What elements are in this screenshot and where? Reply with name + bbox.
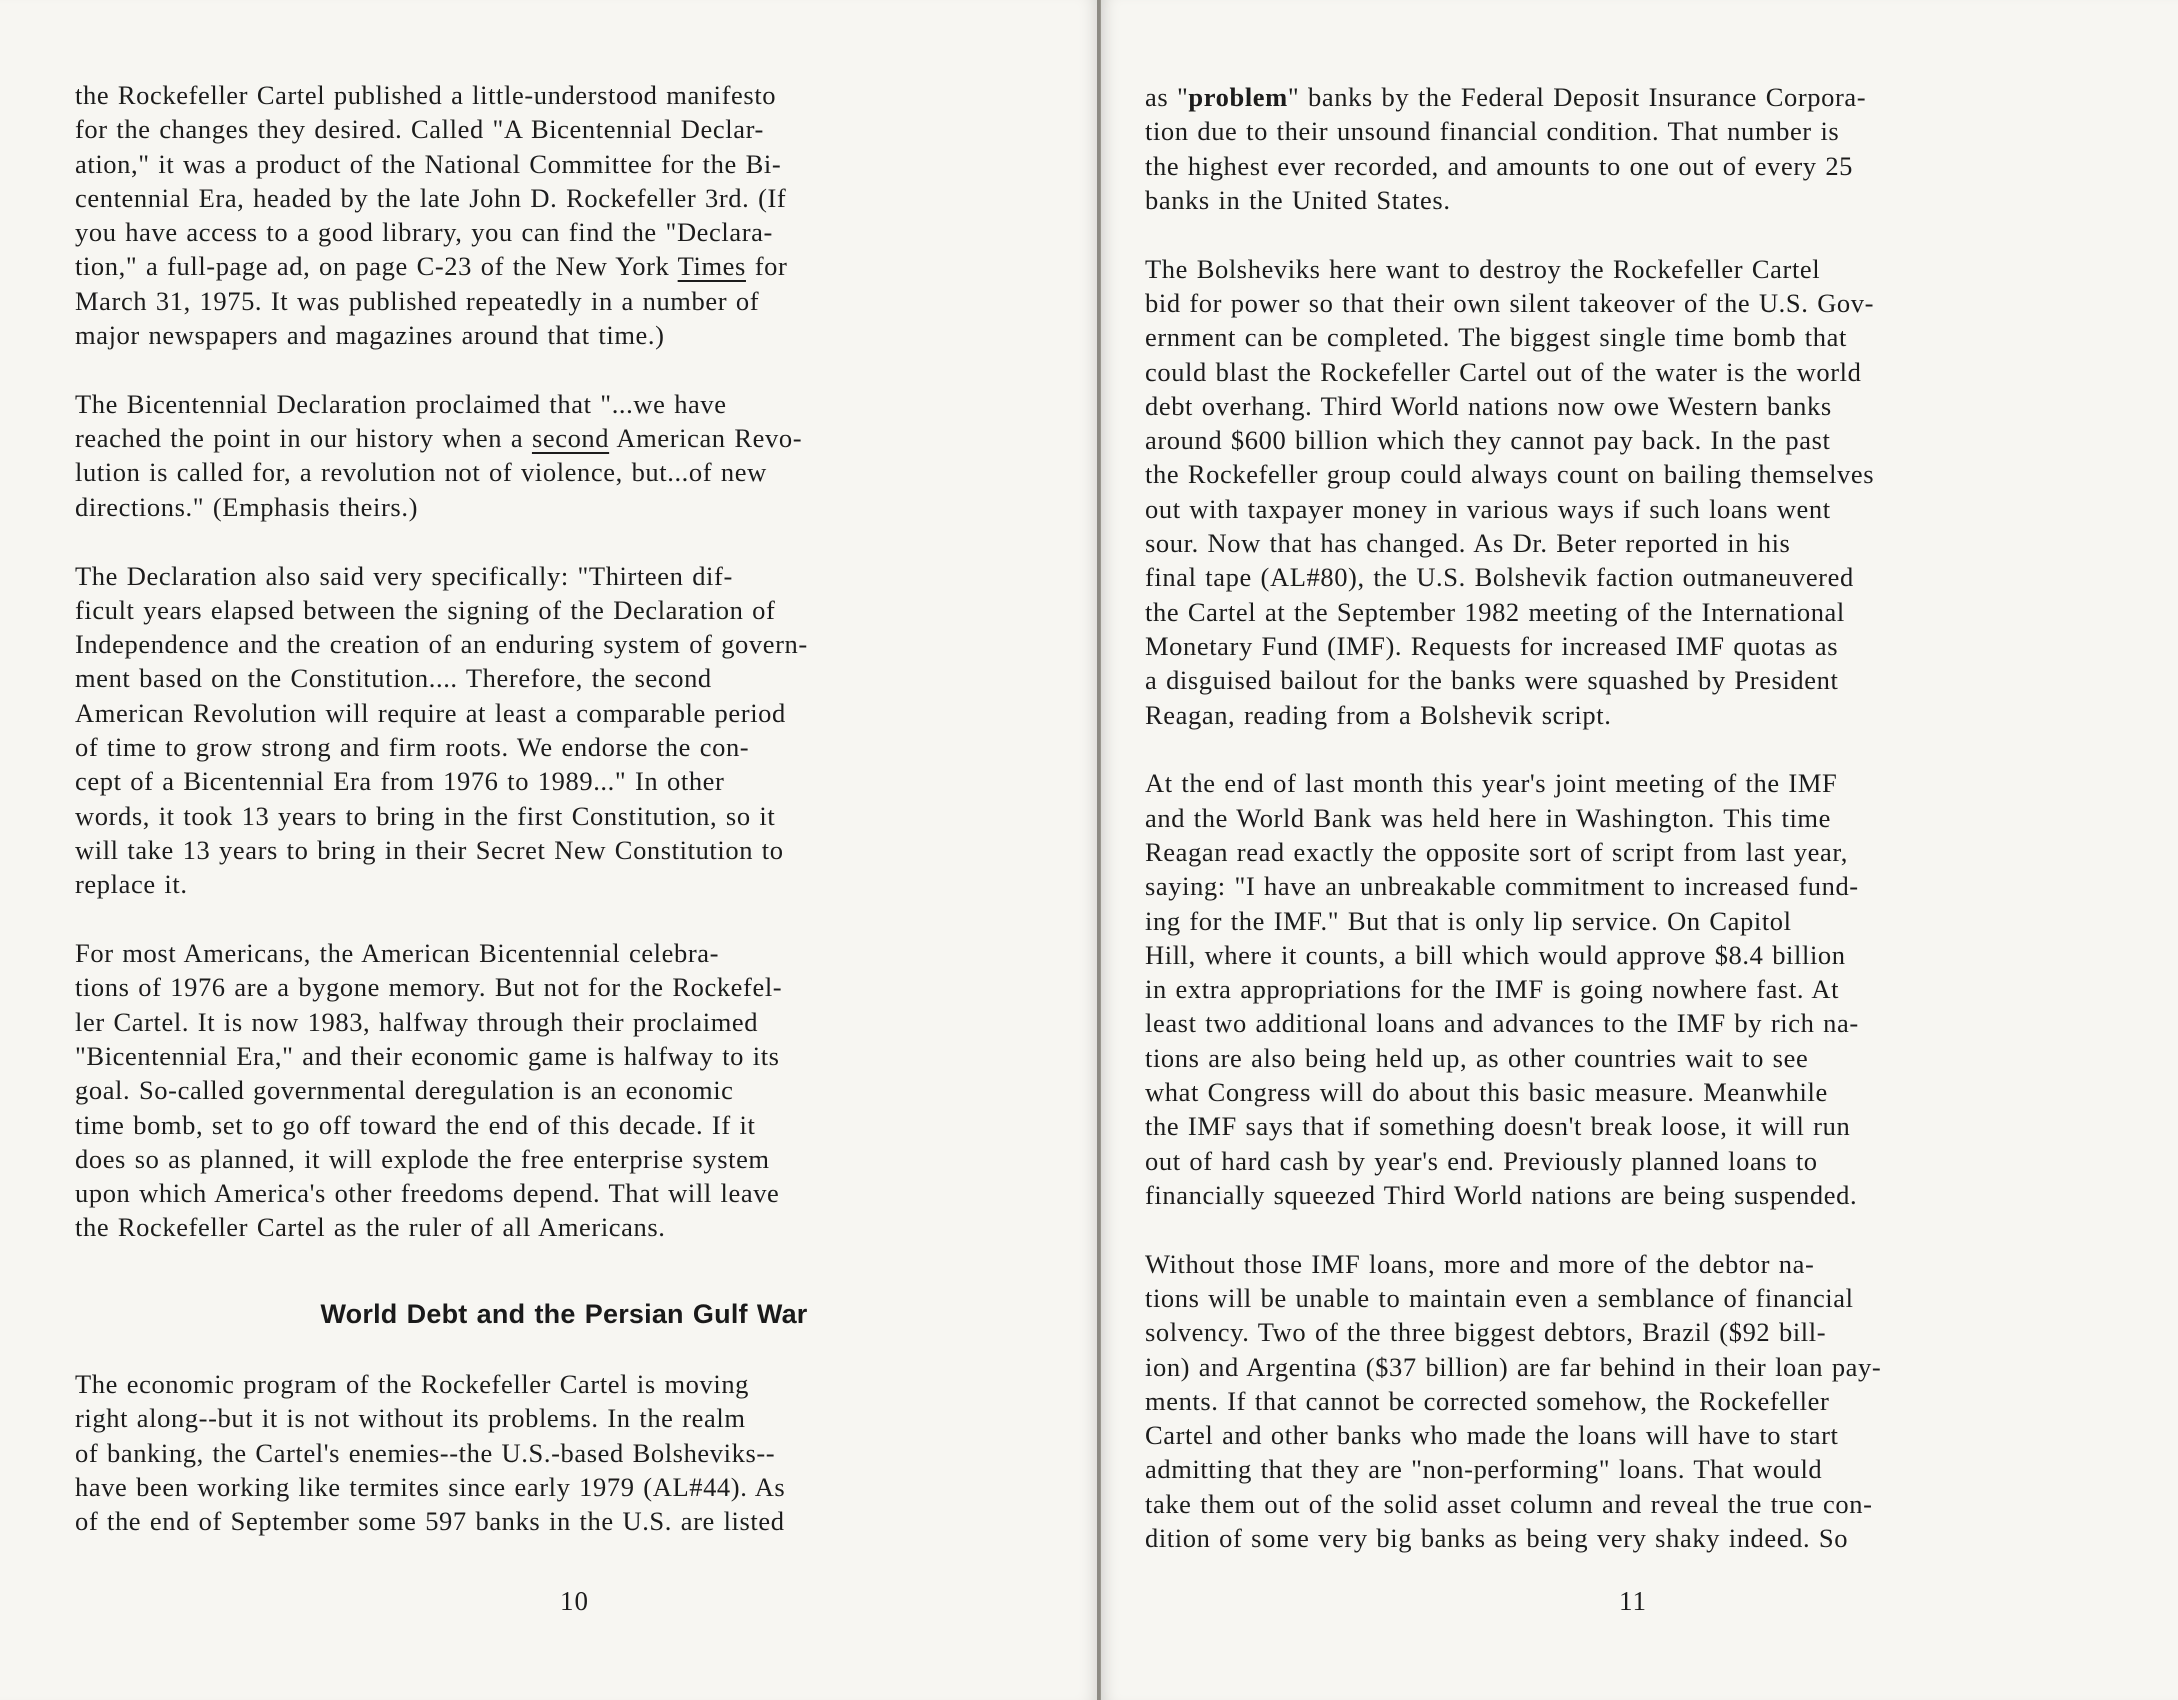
text-line: tions are also being held up, as other countries wait to see xyxy=(1145,1042,1809,1073)
text-line: admitting that they are "non-performing" loans. That would xyxy=(1145,1454,1823,1485)
text-line: saying: "I have an unbreakable commitment to increased fund- xyxy=(1145,871,1859,902)
text-line: and the World Bank was held here in Washington. This time xyxy=(1145,802,1831,833)
paragraph-gap xyxy=(1145,1212,2115,1247)
right-page-text xyxy=(1145,80,2115,1555)
text-line: you have access to a good library, you can find the "Declara- xyxy=(75,217,773,248)
text-line xyxy=(75,249,1035,283)
text-line: the IMF says that if something doesn't break loose, it will run xyxy=(1145,1111,1851,1142)
right-page xyxy=(1100,0,2178,1700)
text-line: The Bolsheviks here want to destroy the Rockefeller Cartel xyxy=(1145,253,1821,284)
text-line: out with taxpayer money in various ways if such loans went xyxy=(1145,493,1831,524)
text-line: The economic program of the Rockefeller Cartel is moving xyxy=(75,1369,750,1399)
bold-problem: problem xyxy=(1188,82,1288,112)
text-line: For most Americans, the American Bicentennial celebra- xyxy=(75,938,720,969)
text-line: the Rockefeller group could always count on bailing themselves xyxy=(1145,459,1875,490)
text-line: ficult years elapsed between the signing of the Declaration of xyxy=(75,594,776,625)
text-line: Reagan read exactly the opposite sort of script from last year, xyxy=(1145,836,1848,867)
text-line: the Cartel at the September 1982 meeting of the International xyxy=(1145,596,1845,627)
text-line: tion due to their unsound financial condition. That number is xyxy=(1145,116,1840,147)
text-run: reached the point in our history when a xyxy=(75,423,532,454)
text-line: ler Cartel. It is now 1983, halfway through their proclaimed xyxy=(75,1006,759,1037)
text-line: in extra appropriations for the IMF is going nowhere fast. At xyxy=(1145,974,1840,1005)
text-line: bid for power so that their own silent takeover of the U.S. Gov- xyxy=(1145,287,1875,318)
text-run: tion," a full-page ad, on page C-23 of the New York xyxy=(75,251,678,282)
text-line: least two additional loans and advances to the IMF by rich na- xyxy=(1145,1008,1859,1039)
text-line: the highest ever recorded, and amounts to one out of every 25 xyxy=(1145,150,1854,181)
paragraph xyxy=(1145,252,2115,732)
text-run: American Revo- xyxy=(609,423,803,454)
text-line: for the changes they desired. Called "A Bicentennial Declar- xyxy=(75,114,764,145)
paragraph xyxy=(75,387,1035,524)
text-line: banks in the United States. xyxy=(1145,184,1451,215)
text-line: does so as planned, it will explode the free enterprise system xyxy=(75,1143,770,1174)
text-line: Hill, where it counts, a bill which would approve $8.4 billion xyxy=(1145,939,1846,970)
text-line: debt overhang. Third World nations now owe Western banks xyxy=(1145,390,1832,421)
text-line: words, it took 13 years to bring in the first Constitution, so it xyxy=(75,800,776,831)
paragraph-gap xyxy=(75,352,1035,387)
text-line: take them out of the solid asset column and reveal the true con- xyxy=(1145,1488,1873,1519)
text-line: The Declaration also said very specifically: "Thirteen dif- xyxy=(75,560,733,591)
text-line: of the end of September some 597 banks in the U.S. are listed xyxy=(75,1506,785,1537)
text-line: the Rockefeller Cartel as the ruler of all Americans. xyxy=(75,1212,666,1243)
text-line: sour. Now that has changed. As Dr. Beter reported in his xyxy=(1145,528,1791,559)
text-line: ation," it was a product of the National Committee for the Bi- xyxy=(75,148,782,179)
text-line: Without those IMF loans, more and more of the debtor na- xyxy=(1145,1248,1815,1279)
text-line: ion) and Argentina ($37 billion) are far behind in their loan pay- xyxy=(1145,1351,1882,1382)
text-line: ment based on the Constitution.... Therefore, the second xyxy=(75,663,712,694)
text-line: directions." (Emphasis theirs.) xyxy=(75,491,418,522)
paragraph xyxy=(75,1367,1035,1538)
text-line: ing for the IMF." But that is only lip service. On Capitol xyxy=(1145,905,1792,936)
text-line: centennial Era, headed by the late John D. Rockefeller 3rd. (If xyxy=(75,182,787,213)
text-line: "Bicentennial Era," and their economic game is halfway to its xyxy=(75,1040,780,1071)
text-line: upon which America's other freedoms depend. That will leave xyxy=(75,1178,780,1209)
paragraph xyxy=(1145,1247,2115,1556)
underlined-times: Times xyxy=(677,251,746,282)
text-line: of banking, the Cartel's enemies--the U.S.-based Bolsheviks-- xyxy=(75,1437,776,1468)
text-line: have been working like termites since early 1979 (AL#44). As xyxy=(75,1471,786,1502)
text-line: solvency. Two of the three biggest debtors, Brazil ($92 bill- xyxy=(1145,1317,1827,1348)
paragraph xyxy=(75,936,1035,1245)
page-number: 10 xyxy=(560,1586,589,1616)
text-line xyxy=(1145,80,2115,114)
text-line: the Rockefeller Cartel published a little-understood manifesto xyxy=(75,80,777,110)
paragraph-gap xyxy=(75,902,1035,937)
text-line: right along--but it is not without its problems. In the realm xyxy=(75,1403,746,1434)
left-page-text xyxy=(75,78,1035,1538)
page-number: 11 xyxy=(1619,1586,1647,1616)
paragraph-gap xyxy=(75,524,1035,559)
text-line: could blast the Rockefeller Cartel out of the water is the world xyxy=(1145,356,1862,387)
text-line: American Revolution will require at least a comparable period xyxy=(75,697,786,728)
text-line: financially squeezed Third World nations are being suspended. xyxy=(1145,1179,1858,1210)
text-run: " banks by the Federal Deposit Insurance Corpora- xyxy=(1287,82,1867,112)
paragraph xyxy=(75,78,1035,352)
text-line: will take 13 years to bring in their Secret New Constitution to xyxy=(75,834,784,865)
text-line: Reagan, reading from a Bolshevik script. xyxy=(1145,699,1612,730)
section-heading-wrap xyxy=(75,1297,1035,1331)
text-line: cept of a Bicentennial Era from 1976 to 1989..." In other xyxy=(75,766,725,797)
text-line: of time to grow strong and firm roots. We endorse the con- xyxy=(75,732,750,763)
text-line: dition of some very big banks as being very shaky indeed. So xyxy=(1145,1523,1849,1554)
paragraph xyxy=(1145,766,2115,1212)
text-line: a disguised bailout for the banks were squashed by President xyxy=(1145,665,1839,696)
text-line: time bomb, set to go off toward the end of this decade. If it xyxy=(75,1109,756,1140)
text-run: for xyxy=(745,251,788,282)
text-line: what Congress will do about this basic measure. Meanwhile xyxy=(1145,1077,1828,1108)
text-line: tions will be unable to maintain even a semblance of financial xyxy=(1145,1283,1854,1313)
text-line: The Bicentennial Declaration proclaimed that "...we have xyxy=(75,388,727,419)
section-heading: World Debt and the Persian Gulf War xyxy=(320,1298,808,1329)
text-line: replace it. xyxy=(75,869,188,900)
text-line: Independence and the creation of an enduring system of govern- xyxy=(75,629,808,660)
paragraph xyxy=(75,559,1035,902)
text-line: final tape (AL#80), the U.S. Bolshevik faction outmaneuvered xyxy=(1145,562,1854,593)
text-line: ments. If that cannot be corrected somehow, the Rockefeller xyxy=(1145,1385,1830,1416)
text-line: At the end of last month this year's joint meeting of the IMF xyxy=(1145,768,1838,799)
text-line: out of hard cash by year's end. Previously planned loans to xyxy=(1145,1145,1818,1176)
text-line: lution is called for, a revolution not of violence, but...of new xyxy=(75,457,767,488)
text-line: around $600 billion which they cannot pay back. In the past xyxy=(1145,425,1831,456)
text-line: Cartel and other banks who made the loans will have to start xyxy=(1145,1420,1839,1451)
paragraph-gap xyxy=(1145,217,2115,252)
text-line: March 31, 1975. It was published repeatedly in a number of xyxy=(75,285,760,316)
text-line: goal. So-called governmental deregulation is an economic xyxy=(75,1075,734,1106)
paragraph-gap xyxy=(1145,732,2115,767)
text-line: Monetary Fund (IMF). Requests for increased IMF quotas as xyxy=(1145,630,1839,661)
text-line: major newspapers and magazines around that time.) xyxy=(75,320,665,351)
underlined-second: second xyxy=(531,423,610,454)
paragraph xyxy=(1145,80,2115,217)
text-run: as " xyxy=(1145,82,1189,112)
text-line xyxy=(75,421,1035,455)
text-line: ernment can be completed. The biggest single time bomb that xyxy=(1145,322,1847,353)
text-line: tions of 1976 are a bygone memory. But not for the Rockefel- xyxy=(75,972,783,1003)
